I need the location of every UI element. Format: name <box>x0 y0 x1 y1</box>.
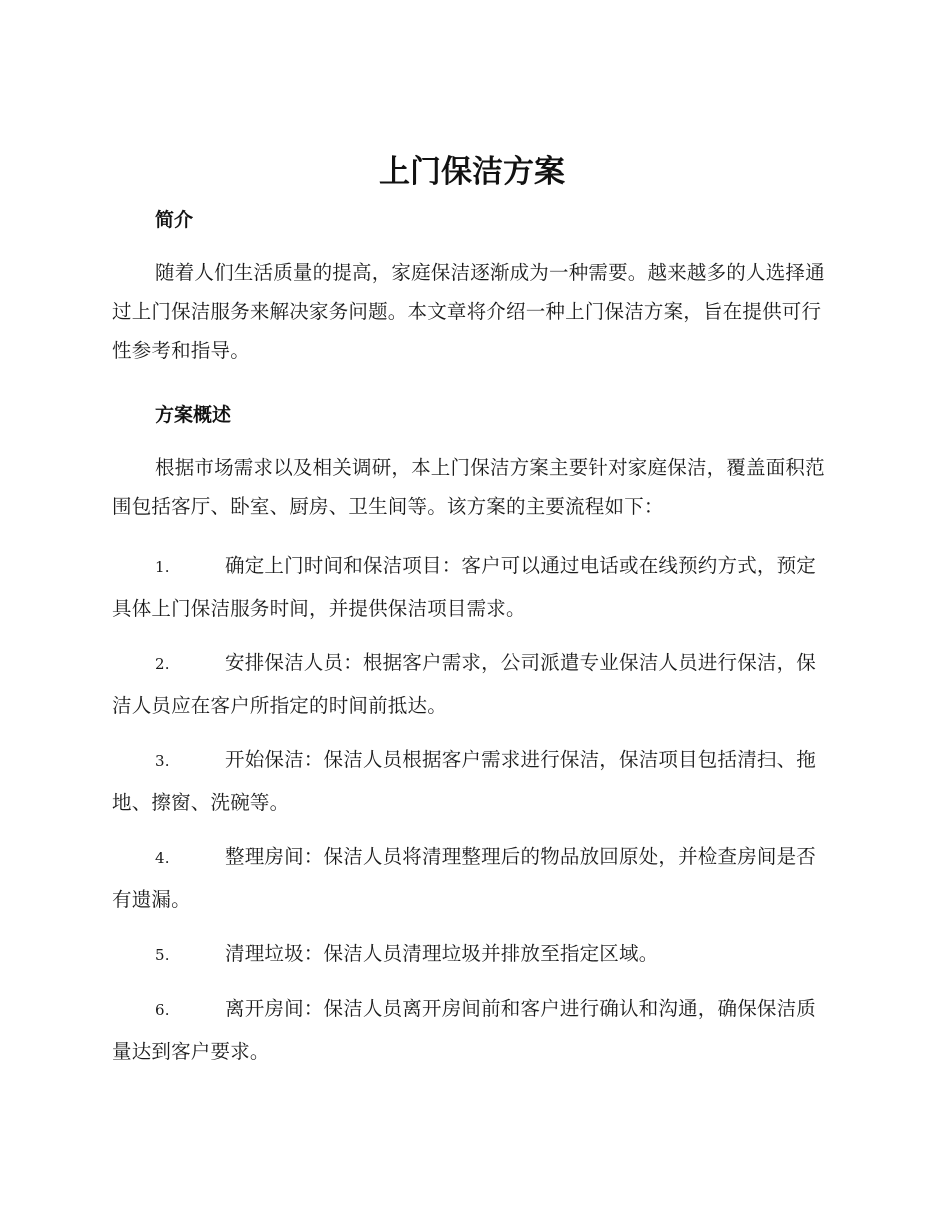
list-item-number: 2. <box>155 655 170 673</box>
list-item-number: 1. <box>155 558 170 576</box>
list-item-number: 4. <box>155 849 170 867</box>
list-item-text: 清理垃圾：保洁人员清理垃圾并排放至指定区域。 <box>225 942 659 965</box>
list-item <box>112 933 832 976</box>
overview-paragraph: 根据市场需求以及相关调研，本上门保洁方案主要针对家庭保洁，覆盖面积范围包括客厅、卧室、厨房、卫生间等。该方案的主要流程如下： <box>112 456 825 518</box>
list-item <box>112 545 832 630</box>
list-item-number: 3. <box>155 752 170 770</box>
list-item-text: 确定上门时间和保洁项目：客户可以通过电话或在线预约方式，预定具体上门保洁服务时间，并提供保洁项目需求。 <box>112 554 817 620</box>
list-item <box>112 988 832 1073</box>
list-item <box>112 739 832 824</box>
list-item-text: 整理房间：保洁人员将清理整理后的物品放回原处，并检查房间是否有遗漏。 <box>112 845 817 911</box>
list-item-text: 离开房间：保洁人员离开房间前和客户进行确认和沟通，确保保洁质量达到客户要求。 <box>112 997 817 1063</box>
list-item <box>112 642 832 727</box>
intro-paragraph: 随着人们生活质量的提高，家庭保洁逐渐成为一种需要。越来越多的人选择通过上门保洁服务来解决家务问题。本文章将介绍一种上门保洁方案，旨在提供可行性参考和指导。 <box>112 261 825 362</box>
section-heading-intro: 简介 <box>155 209 194 231</box>
section-heading-overview: 方案概述 <box>155 404 232 426</box>
list-item-number: 5. <box>155 946 170 964</box>
list-item-text: 安排保洁人员：根据客户需求，公司派遣专业保洁人员进行保洁，保洁人员应在客户所指定的时间前抵达。 <box>112 651 817 717</box>
list-item-text: 开始保洁：保洁人员根据客户需求进行保洁，保洁项目包括清扫、拖地、擦窗、洗碗等。 <box>112 748 817 814</box>
document-title: 上门保洁方案 <box>379 154 565 190</box>
list-item <box>112 836 832 921</box>
list-item-number: 6. <box>155 1001 170 1019</box>
